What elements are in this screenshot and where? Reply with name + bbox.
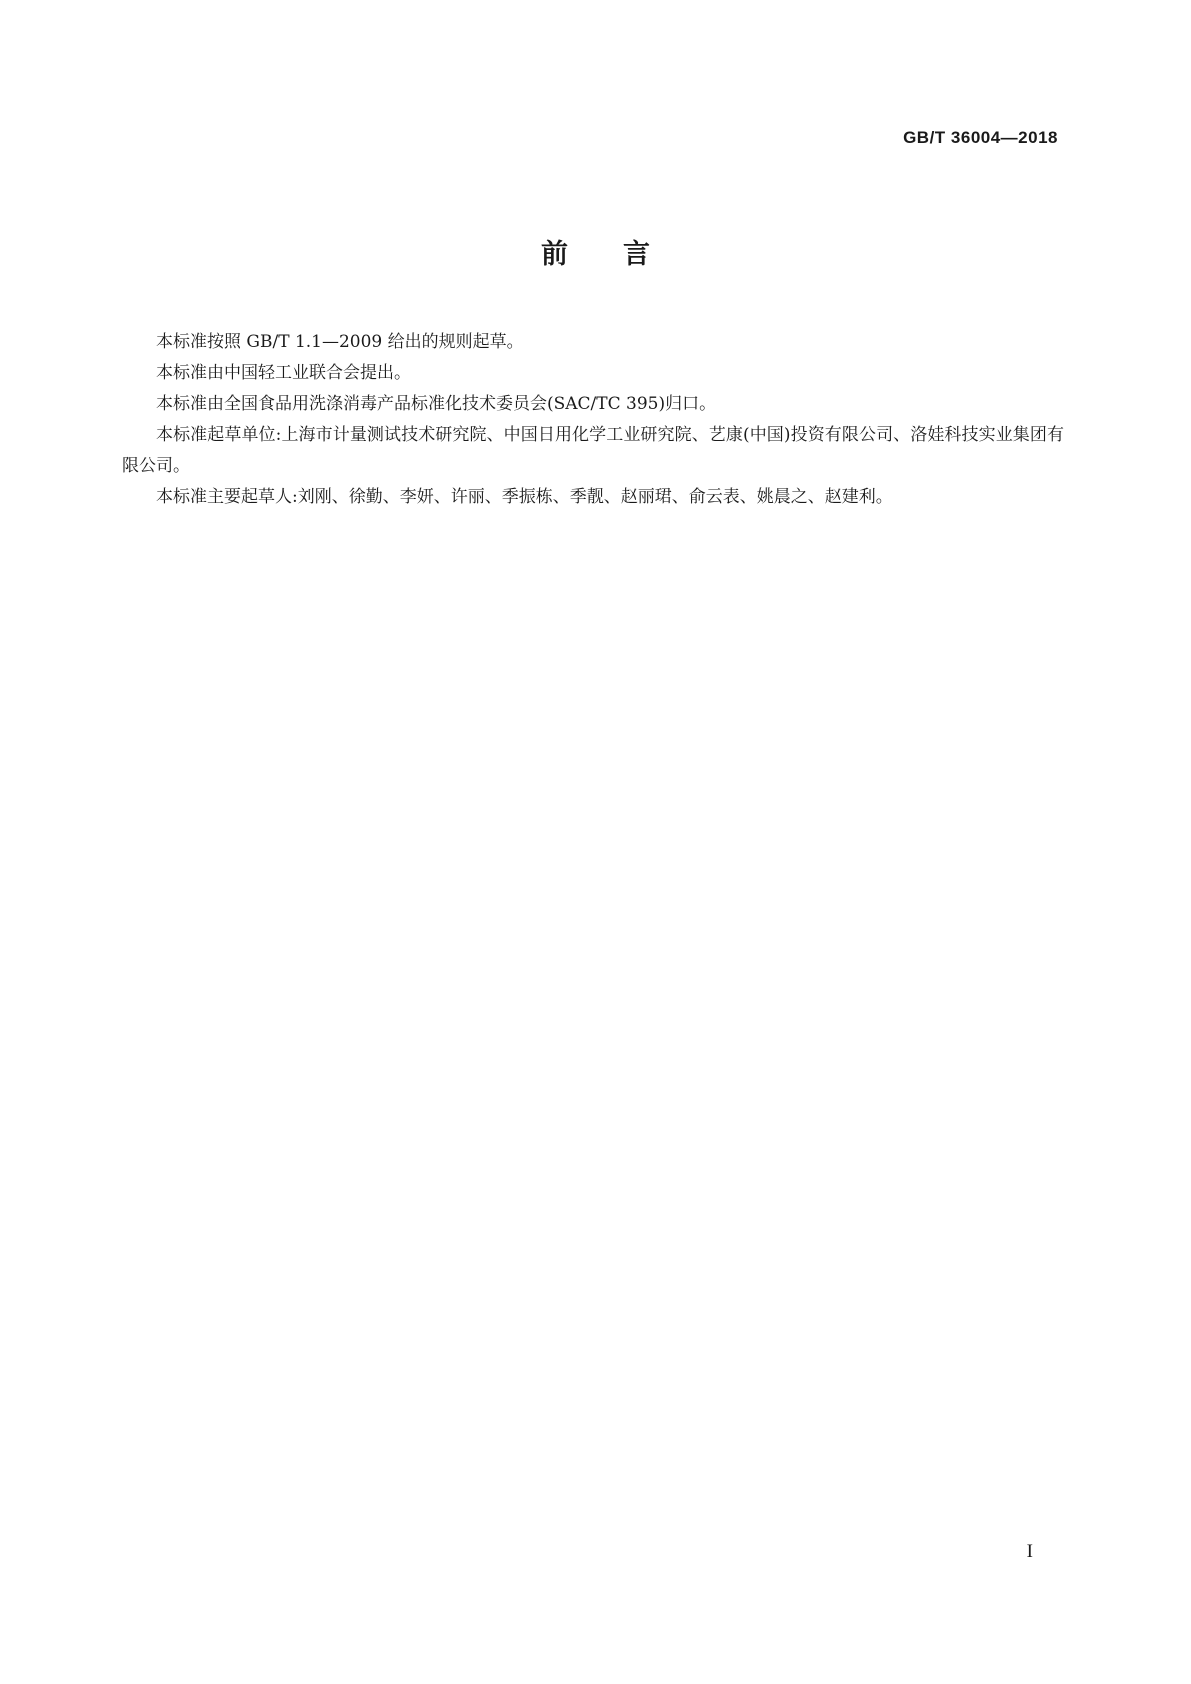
page-number: I [1026, 1541, 1033, 1562]
paragraph-drafting-units: 本标准起草单位:上海市计量测试技术研究院、中国日用化学工业研究院、艺康(中国)投资有限公司、洛娃科技实业集团有限公司。 [122, 425, 1064, 476]
foreword-body [122, 327, 1064, 513]
paragraph-technical-committee: 本标准由全国食品用洗涤消毒产品标准化技术委员会(SAC/TC 395)归口。 [156, 394, 717, 414]
standard-code: GB/T 36004—2018 [903, 128, 1058, 147]
paragraph-proposer: 本标准由中国轻工业联合会提出。 [156, 363, 411, 383]
paragraph-drafters: 本标准主要起草人:刘刚、徐勤、李妍、许丽、季振栋、季靓、赵丽珺、俞云表、姚晨之、赵建利。 [156, 487, 893, 507]
paragraph-drafting-rules: 本标准按照 GB/T 1.1—2009 给出的规则起草。 [156, 332, 524, 352]
page-title: 前言 [541, 239, 705, 270]
